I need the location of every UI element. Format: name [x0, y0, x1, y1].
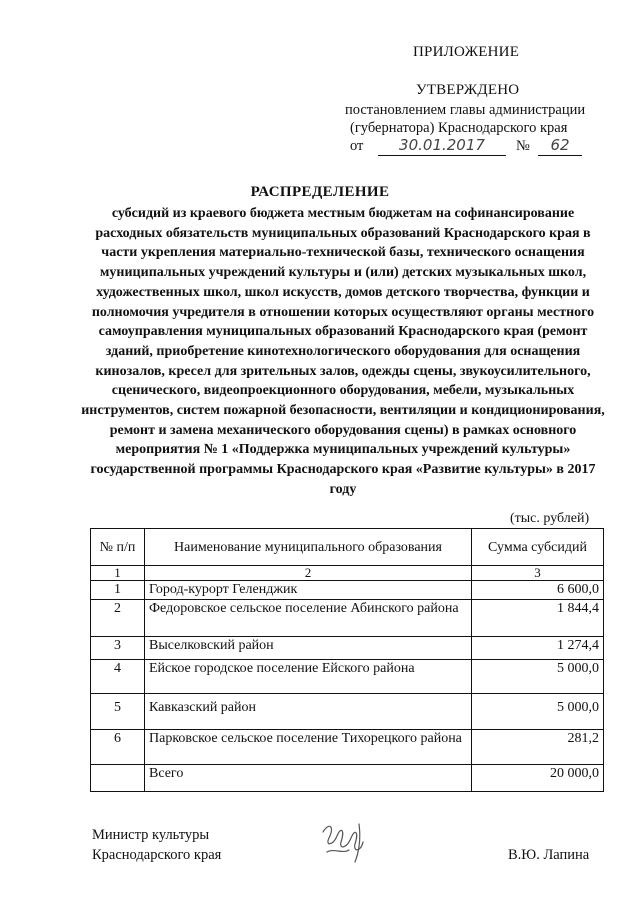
row-amount: 1 274,4 — [472, 637, 604, 660]
row-number: 1 — [91, 581, 145, 600]
row-name: Выселковский район — [145, 637, 472, 660]
header-name: Наименование муниципального образования — [145, 529, 472, 566]
approved-by-line-2: (губернатора) Краснодарского края — [350, 120, 568, 136]
document-title: РАСПРЕДЕЛЕНИЕ — [250, 184, 390, 200]
approved-by-line-1: постановлением главы администрации — [345, 102, 586, 118]
document-subtitle: субсидий из краевого бюджета местным бюджетам на софинансирование расходных обязательств муниципальных образований Краснодарского края в части укрепления материально-технической базы, технического оснащения муниципальных учреждений культуры и (или) детских музыкальных школ, художественных школ, школ искусств, домов детского творчества, функции и полномочия учредителя в отношении которых осуществляют органы местного самоуправления муниципальных образований Краснодарского края (ремонт зданий, приобретение кинотехнологического оборудования для оснащения кинозалов, кресел для зрительных залов, одежды сцены, звукоусилительного, сценического, видеопроекционного оборудования, мебели, музыкальных инструментов, систем пожарной безопасности, вентиляции и кондиционирования, ремонт и замена механического оборудования сцены) в рамках основного мероприятия № 1 «Поддержка муниципальных учреждений культуры» государственной программы Краснодарского края «Развитие культуры» в 2017 году — [81, 206, 605, 497]
table-index-row — [91, 566, 604, 581]
row-name: Кавказский район — [145, 694, 472, 730]
row-number: 2 — [91, 600, 145, 637]
total-empty-cell — [91, 765, 145, 792]
index-cell: 1 — [91, 566, 145, 581]
table-header-row — [91, 529, 604, 566]
row-name: Федоровское сельское поселение Абинского района — [145, 600, 472, 637]
minister-position-line-1: Министр культуры — [92, 827, 210, 843]
index-cell: 2 — [145, 566, 472, 581]
row-name: Ейское городское поселение Ейского района — [145, 660, 472, 694]
table-row — [91, 581, 604, 600]
row-amount: 5 000,0 — [472, 694, 604, 730]
decree-date-handwritten: 30.01.2017 — [378, 136, 506, 156]
decree-date-number — [350, 138, 610, 160]
table-row — [91, 694, 604, 730]
row-amount: 281,2 — [472, 730, 604, 765]
row-number: 4 — [91, 660, 145, 694]
header-amount: Сумма субсидий — [472, 529, 604, 566]
row-amount: 5 000,0 — [472, 660, 604, 694]
units-label: (тыс. рублей) — [510, 511, 590, 526]
signer-name: В.Ю. Лапина — [508, 847, 590, 863]
row-number: 6 — [91, 730, 145, 765]
number-prefix: № — [516, 138, 530, 154]
row-amount: 6 600,0 — [472, 581, 604, 600]
appendix-label: ПРИЛОЖЕНИЕ — [413, 44, 520, 60]
table-row — [91, 600, 604, 637]
total-label: Всего — [145, 765, 472, 792]
approved-label: УТВЕРЖДЕНО — [416, 82, 520, 98]
table-total-row — [91, 765, 604, 792]
handwritten-signature — [315, 812, 375, 868]
table-row — [91, 730, 604, 765]
row-name: Парковское сельское поселение Тихорецкого района — [145, 730, 472, 765]
distribution-table — [90, 528, 604, 792]
table-row — [91, 637, 604, 660]
index-cell: 3 — [472, 566, 604, 581]
row-number: 3 — [91, 637, 145, 660]
row-amount: 1 844,4 — [472, 600, 604, 637]
decree-number-handwritten: 62 — [538, 136, 582, 156]
total-amount: 20 000,0 — [472, 765, 604, 792]
date-prefix: от — [350, 138, 364, 154]
row-number: 5 — [91, 694, 145, 730]
table-row — [91, 660, 604, 694]
minister-position-line-2: Краснодарского края — [92, 847, 222, 863]
header-number: № п/п — [91, 529, 145, 566]
row-name: Город-курорт Геленджик — [145, 581, 472, 600]
